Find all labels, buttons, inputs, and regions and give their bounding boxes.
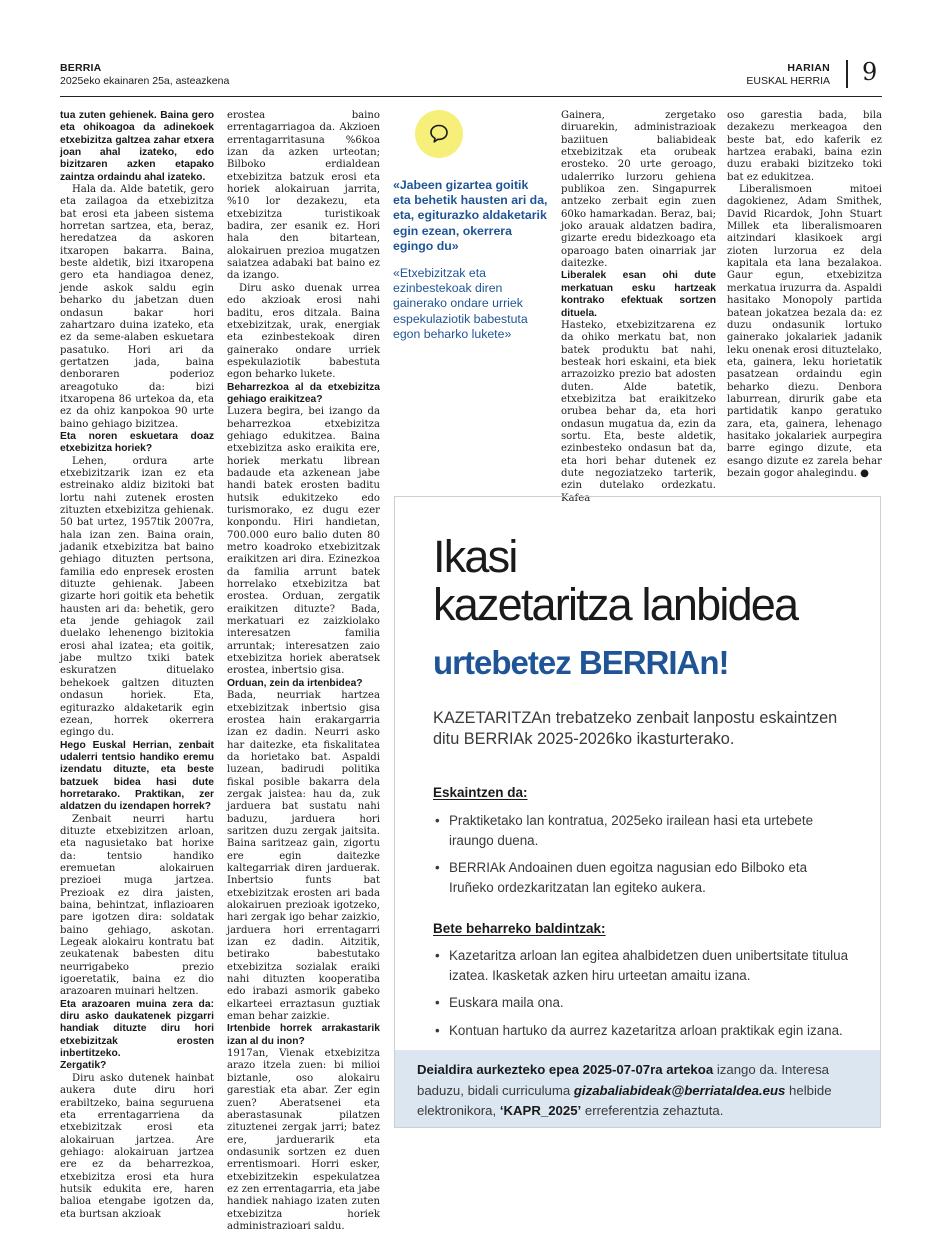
header-rule [60, 96, 882, 97]
paragraph: oso garestia bada, bila dezakezu merkeagoa den beste bat, edo kaferik ez hartzea erabaki, baina ezin duzu erabaki bizitzeko toki bat ez edukitzea. [727, 110, 882, 183]
paragraph: Gainera, zergetako diruarekin, administrazioak baziituen baliabideak etxebizitzak eta orubeak erosteko. 20 urte geroago, udalerriko lurzoru gehiena publikoa zen. Singapurrek antzeko zerbait egin zuen 60ko hamarkadan. Beraz, bai; joko arauak aldatzen badira, gizarte eredu bidezkoago eta oparoago baten oinarriak jar daitezke. [561, 110, 716, 270]
lead-paragraph: tua zuten gehienek. Baina gero eta ohikoagoa da adinekoek etxebizitza galtzea zahar etxera joan ahal izateko, edo bizitzaren azken etapako zaintza ordaindu ahal izateko. [60, 110, 214, 183]
column-4 [561, 110, 716, 505]
list-item: • Praktiketako lan kontratua, 2025eko irailean hasi eta urtebete iraungo duena. [433, 811, 853, 850]
column-5 [727, 110, 882, 480]
column-2 [227, 110, 380, 1233]
ad-requirements-heading: Bete beharreko baldintzak: [433, 921, 606, 936]
list-item: • Kontuan hartuko da aurrez kazetaritza arloan praktikak egin izana. [433, 1021, 853, 1041]
ad-title-line2: kazetaritza lanbidea [433, 579, 798, 630]
question-heading: Hego Euskal Herrian, zenbait udalerri tentsio handiko eremu izendatu dituzte, eta beste batzuek bidea hasi dute horretarako. Praktikan, zer aldatzen du izendapen horrek? [60, 739, 214, 813]
header-right [746, 62, 830, 87]
question-heading: Zergatik? [60, 1060, 107, 1072]
section-name: HARIAN [787, 62, 830, 74]
paragraph: Lehen, ordura arte etxebizitzarik izan ez eta estreinako aldiz bizitoki bat lortu nahi zutenek erosten zituzten etxebizitza gehienak. 50 bat urtez, 1957tik 2007ra, hala izan zen. Baina orain, jadanik etxebizitza bat baino gehiago dituzten pertsona, familia edo enpresek erosten dituzte gehienak. Jabeen gizarte hori goitik eta behetik hausten ari da: behetik, gero eta jende gehiagok zail duelako lehenengo bizitokia erosi ahal izatea; eta goitik, jabe multzo txiki batek eskuratzen dituelako behekoek galtzen dituzten ondasun horiek. Eta, egiturazko aldaketarik egin ezean, horrek okerrera egingo du. [60, 455, 214, 739]
pull-quotes [393, 110, 548, 342]
ad-intro: KAZETARITZAn trebatzeko zenbait lanpostu eskaintzen ditu BERRIAk 2025-2026ko ikasturterako. [433, 709, 838, 748]
paragraph: Bada, neurriak hartzea etxebizitzak inbertsio gisa erostea hain erakargarria izan ez dadin. Neurri asko har daitezke, eta fiskalitatea da horietako bat. Aspaldi luzean, badirudi politika fiskal posible bakarra dela zergak jaistea: hau da, zuk jarduera bat sustatu nahi baduzu, jarduera hori saritzen duzu zergak jaitsita. Baina saritzeaz gain, zigortu ere egin daitezke kaltegarriak diren jarduerak. Inbertsio funts bat etxebizitzak erosten ari bada alokairuen prezioak igotzeko, hari zergak igo behar zaizkio, jarduera hori errentagarri izan ez dadin. Aitzitik, betirako babestutako etxebizitza sozialak eraiki nahi dituzten kooperatiba edo irabazi asmorik gabeko elkarteei erraztasun guztiak eman behar zaizkie. [227, 690, 380, 1023]
brand: BERRIA [60, 62, 102, 74]
question-heading: Beharrezkoa al da etxebizitza gehiago eraikitzea? [227, 381, 380, 405]
page-number: 9 [862, 58, 878, 86]
subsection-name: EUSKAL HERRIA [746, 75, 830, 87]
paragraph: Diru asko duenak urrea edo akzioak erosi nahi baditu, eros ditzala. Baina etxebizitzak, urak, energiak eta ezinbestekoak diren gainerako ondare urriek espekulaziotik babestuta egon beharko lukete. [227, 282, 380, 381]
paragraph: Liberalismoen mitoei dagokienez, Adam Smithek, David Ricardok, John Stuart Millek eta liberalismoaren aitzindari klasikoek argi zioten lurzorua ez dela kapitala eta lana bezalakoa. Gaur egun, etxebizitza merkatua iruzurra da. Aspaldi hasitako Monopoly partida batean jokatzea bezala da: ez duzu ondasunik lortuko gainerako jokalariek jadanik leku onenak erosi dituztelako, eta, gainera, leku horietatik pasatzean ordaindu egin beharko diezu. Denbora laburrean, dirurik gabe eta partidatik kanpo geratuko zara, eta, gainera, lehenago hasitako jokalariek aurpegira barre egingo dizute, eta esango dizute ez zarela behar bezain gogor ahalegindu. ● [727, 184, 882, 479]
ad-footer [395, 1050, 880, 1127]
question-heading: Irtenbide horrek arrakastarik izan al du inon? [227, 1023, 380, 1047]
paragraph: Luzera begira, bei izango da beharrezkoa etxebizitza gehiago edukitzea. Baina etxebizitza asko eraikita ere, horiek merkatu librean badaude eta azkenean jabe handi batek erosten baditu hutsik edukitzeko edo turismorako, ez dugu ezer konpondu. Hiri handietan, 700.000 euro balio duten 80 metro koadroko etxebizitzak eraikitzen ari dira. Ezinezkoa da familia arrunt batek horrelako etxebizitza bat erostea. Orduan, zergatik eraikitzen dituzte? Bada, merkatuari ez zaizkiolako interesatzen familia arruntak; interesatzen zaio etxebizitza horiek aberatsek erostea, inbertsio gisa. [227, 406, 380, 677]
header-divider [846, 60, 848, 88]
paragraph: Hasteko, etxebizitzarena ez da ohiko merkatu bat, non batek produktu bat nahi, besteak hori eskaini, eta biek arrazoizko prezio bat adosten duten. Alde batetik, etxebizitza bat eraikitzeko orubea behar da, eta hori ondasun mugatua da, ezin da sortu. Eta, beste aldetik, ezinbesteko ondasun bat da, eta hori behar dutenek ez dute negoziatzeko tarterik, ezin dutelako ordezkatu. Kafea [561, 319, 716, 504]
ad-requirements-list [433, 946, 853, 1048]
ad-title-line1: Ikasi [433, 531, 517, 582]
paragraph: Diru asko dutenek hainbat aukera dute diru hori erabiltzeko, baina seguruena eta errentagarriena da etxebizitzak erosi eta alokairuan jartzea. Are gehiago: alokairuan jartzea ere ez da beharrezkoa, etxebizitza erosi eta hura hutsik edukita ere, haren balioa etengabe igotzen da, eta burtsan akzioak [60, 1072, 214, 1220]
paragraph: 1917an, Vienak etxebizitza arazo itzela zuen: bi milioi biztanle, oso alokairu garestiak eta abar. Zer egin zuen? Aberatsenei eta aberastasunak pilatzen zituztenei zergak jarri; batez ere, jarduerarik eta ondasunik sortzen ez duen errentismoari. Horri esker, etxebizitzekin espekulatzea ez zen errentagarria, eta jabe handiek nahiago izaten zuten etxebizitza horiek administrazioari saldu. [227, 1048, 380, 1232]
list-item: • Kazetaritza arloan lan egitea ahalbidetzen duen unibertsitate titulua izatea. Ikasketak azken hiru urteetan amaitu izana. [433, 946, 853, 985]
paragraph: Hala da. Alde batetik, gero eta zailagoa da etxebizitza bat erosi eta jabeen sistema horretan sartzea, eta, beraz, heredatzea da askoren itxaropen bakarra. Baina, beste aldetik, bizi itxaropena gero eta handiagoa denez, jende askok saldu egin beharko du jabetzan duen ondasun bakar hori zahartzaro duina izateko, eta ez da seme-alaben eskuetara pasatuko. Hori ari da gertatzen jada, baina denboraren poderioz areagotuko da: bizi itxaropena 86 urtekoa da, eta ez da ohiz kanpokoa 90 urte baino gehiago bizitzea. [60, 184, 214, 430]
speech-bubble-icon [415, 110, 463, 158]
reference-code: ‘KAPR_2025’ [499, 1103, 582, 1118]
pull-quote-1: «Jabeen gizartea goitik eta behetik hausten ari da, eta, egiturazko aldaketarik egin ezean, okerrera egingo du» [393, 178, 548, 253]
date: 2025eko ekainaren 25a, asteazkena [60, 75, 230, 87]
list-item: • BERRIAk Andoainen duen egoitza nagusian edo Bilboko eta Iruñeko ordezkaritzatan lan egiteko aukera. [433, 858, 853, 897]
paragraph: erostea baino errentagarriagoa da. Akzioen errentagarritasuna %6koa izan da azken urteotan; Bilboko erdialdean etxebizitza batzuk erosi eta horiek alokairuan jarrita, %10 lor dezakezu, eta etxebizitza turistikoak badira, zer esanik ez. Hori hala den bitartean, alokairuen prezioa mugatzen saiatzea adabaki bat baino ez da izango. [227, 110, 380, 282]
footer-text: helbide elektronikora, [417, 1082, 832, 1118]
footer-text: erreferentzia zehaztuta. [581, 1103, 724, 1118]
column-1 [60, 110, 214, 1221]
question-heading: Liberalek esan ohi dute merkatuan esku hartzeak kontrako efektuak sortzen dituela. [561, 270, 716, 319]
question-heading: Eta arazoaren muina zera da: diru asko daukatenek pizgarri handiak dituzte diru hori etxebizitzak erosten inbertitzeko. [60, 998, 214, 1060]
footer-text: izango da. Interesa baduzu, bidali curriculuma [417, 1062, 830, 1098]
email-address[interactable]: gizabaliabideak@berriataldea.eus [573, 1082, 786, 1098]
list-item: • Euskara maila ona. [433, 993, 853, 1013]
paragraph: Zenbait neurri hartu dituzte etxebizitzen arloan, eta nagusietako bat horixe da: tentsio handiko eremuetan alokairuen prezioei muga jartzea. Prezioak ez dira jaisten, baina, behintzat, inflazioaren pare igotzen dira: soldatak baino gehiago, askotan. Legeak alokairu kontratu bat zeukatenak babesten ditu neurrigabeko prezio igoeretatik, baina ez dio arazoaren muinari heltzen. [60, 813, 214, 998]
ad-offer-list [433, 811, 853, 905]
pull-quote-2: «Etxebizitzak eta ezinbestekoak diren gainerako ondare urriek espekulaziotik babestuta egon beharko lukete» [393, 266, 528, 341]
question-heading: Eta noren eskuetara doaz etxebizitza horiek? [60, 430, 214, 455]
deadline-text: Deialdira aurkezteko epea 2025-07-07ra artekoa [417, 1062, 714, 1077]
header-left [60, 62, 229, 87]
job-advertisement [394, 496, 881, 1128]
ad-title-line3: urtebetez BERRIAn! [433, 644, 729, 681]
question-heading: Orduan, zein da irtenbidea? [227, 677, 363, 689]
ad-offer-heading: Eskaintzen da: [433, 785, 528, 800]
